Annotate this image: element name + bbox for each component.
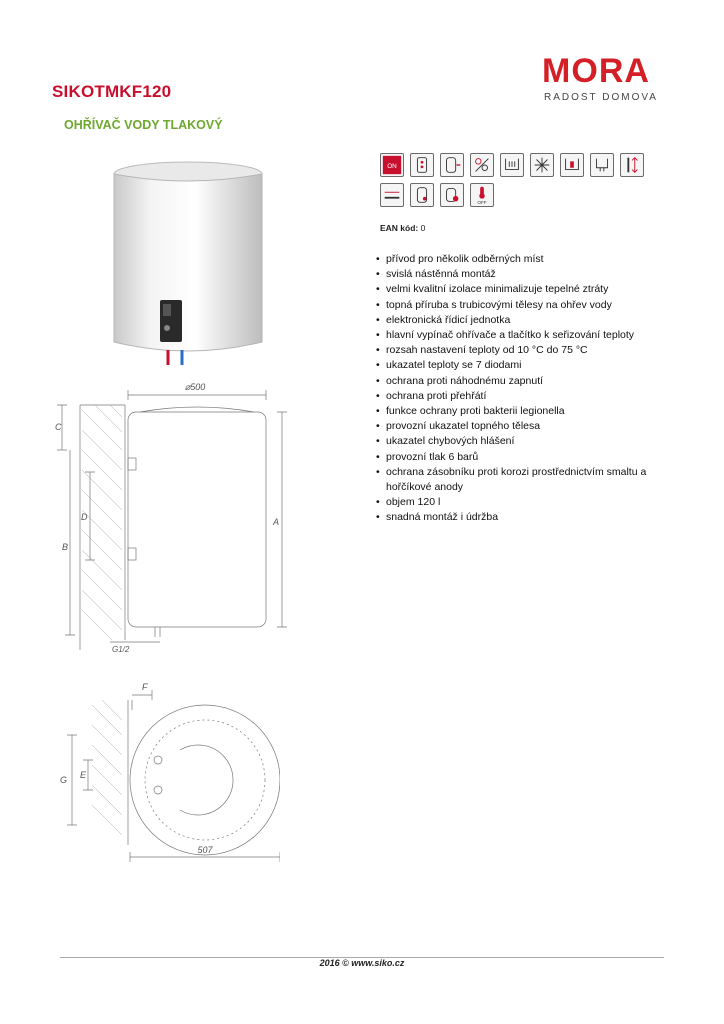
svg-text:ON: ON xyxy=(387,162,397,170)
logo-wordmark: MORA xyxy=(542,52,650,90)
list-item: • funkce ochrany proti bakterii legionella xyxy=(376,404,676,419)
off-switch-icon xyxy=(470,183,494,207)
display-icon xyxy=(410,153,434,177)
valve-icon xyxy=(440,183,464,207)
water-heater-image xyxy=(108,160,268,365)
list-item: • hlavní vypínač ohřívače a tlačítko k seřizování teploty xyxy=(376,328,676,343)
features-list xyxy=(376,252,676,526)
footer-text: 2016 © www.siko.cz xyxy=(319,958,405,968)
dimension-f: F xyxy=(142,682,148,692)
dimension-g: G xyxy=(60,775,68,785)
ean-value: 0 xyxy=(420,223,426,233)
top-view-drawing xyxy=(50,675,280,870)
dimension-b: B xyxy=(62,542,69,552)
diameter-label: ⌀500 xyxy=(184,382,206,392)
list-item: • ochrana proti přehřátí xyxy=(376,389,676,404)
ean-code xyxy=(380,223,425,233)
control-unit-icon xyxy=(410,183,434,207)
list-item: • rozsah nastavení teploty od 10 °C do 75 °C xyxy=(376,343,676,358)
flange-icon xyxy=(590,153,614,177)
product-type: OHŘÍVAČ VODY TLAKOVÝ xyxy=(64,118,223,132)
legionella-icon xyxy=(470,153,494,177)
dimension-d: D xyxy=(81,512,88,522)
list-item: • velmi kvalitní izolace minimalizuje tepelné ztráty xyxy=(376,282,676,297)
vertical-mount-icon xyxy=(620,153,644,177)
logo-tagline: RADOST DOMOVA xyxy=(544,92,658,103)
product-code: SIKOTMKF120 xyxy=(52,82,172,101)
list-item: • provozní tlak 6 barů xyxy=(376,450,676,465)
list-item: • ukazatel teploty se 7 diodami xyxy=(376,358,676,373)
ean-label: EAN kód: xyxy=(380,223,419,233)
list-item: • snadná montáž i údržba xyxy=(376,510,676,525)
svg-text:OFF: OFF xyxy=(477,200,487,206)
list-item: • ochrana zásobníku proti korozi prostřednictvím smaltu a hořčíkové anody xyxy=(376,465,676,495)
list-item: • přívod pro několik odběrných míst xyxy=(376,252,676,267)
dimension-g12: G1/2 xyxy=(112,645,130,654)
heater-element-icon xyxy=(440,153,464,177)
width-label: 507 xyxy=(197,845,213,855)
dimension-e: E xyxy=(80,770,87,780)
anode-icon xyxy=(560,153,584,177)
list-item: • provozní ukazatel topného tělesa xyxy=(376,419,676,434)
dimension-c: C xyxy=(55,422,62,432)
dimension-a: A xyxy=(273,517,280,527)
thermostat-red-icon xyxy=(380,153,404,177)
list-item: • objem 120 l xyxy=(376,495,676,510)
side-view-drawing xyxy=(50,350,310,660)
list-item: • svislá nástěnná montáž xyxy=(376,267,676,282)
list-item: • ukazatel chybových hlášení xyxy=(376,434,676,449)
list-item: • elektronická řídicí jednotka xyxy=(376,313,676,328)
multiple-outlets-icon xyxy=(500,153,524,177)
horizontal-mount-icon xyxy=(380,183,404,207)
list-item: • topná příruba s trubicovými tělesy na ohřev vody xyxy=(376,298,676,313)
frost-protection-icon xyxy=(530,153,554,177)
list-item: • ochrana proti náhodnému zapnutí xyxy=(376,374,676,389)
